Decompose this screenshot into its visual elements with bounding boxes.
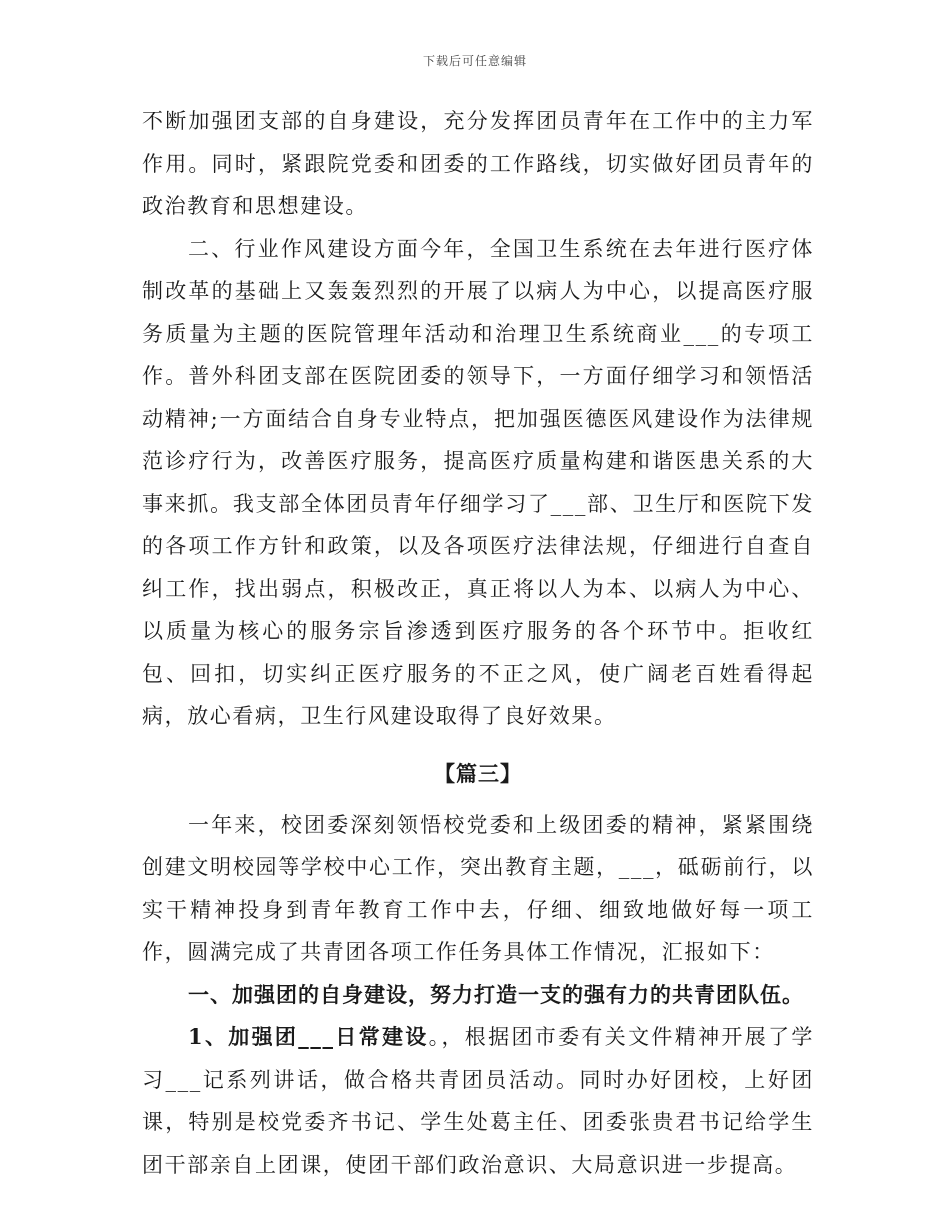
paragraph-lead: 1、加强团___日常建设 [188, 1024, 429, 1049]
paragraph-intro: 一年来，校团委深刻领悟校党委和上级团委的精神，紧紧围绕创建文明校园等学校中心工作，突出教育主题，___，砥砺前行，以实干精神投身到青年教育工作中去，仔细、细致地做好每一项工作，圆满完成了共青团各项工作任务具体工作情况，汇报如下： [142, 812, 814, 964]
document-body [142, 100, 814, 1186]
section-title: 【篇三】 [434, 760, 522, 786]
paragraph-body: 。，根据团市委有关文件精神开展了学习___记系列讲话，做合格共青团员活动。同时办好团校，上好团课，特别是校党委齐书记、学生处葛主任、团委张贵君书记给学生团干部亲自上团课，使团干部们政治意识、大局意识进一步提高。 [142, 1025, 815, 1177]
page-header-note: 下载后可任意编辑 [422, 54, 527, 68]
paragraph-industry-style: 二、行业作风建设方面今年，全国卫生系统在去年进行医疗体制改革的基础上又轰轰烈烈的开展了以病人为中心，以提高医疗服务质量为主题的医院管理年活动和治理卫生系统商业___的专项工作。普外科团支部在医院团委的领导下，一方面仔细学习和领悟活动精神;一方面结合自身专业特点，把加强医德医风建设作为法律规范诊疗行为，改善医疗服务，提高医疗质量构建和谐医患关系的大事来抓。我支部全体团员青年仔细学习了___部、卫生厅和医院下发的各项工作方针和政策，以及各项医疗法律法规，仔细进行自查自纠工作，找出弱点，积极改正，真正将以人为本、以病人为中心、以质量为核心的服务宗旨渗透到医疗服务的各个环节中。拒收红包、回扣，切实纠正医疗服务的不正之风，使广阔老百姓看得起病，放心看病，卫生行风建设取得了良好效果。 [142, 236, 814, 728]
heading-self-building: 一、加强团的自身建设，努力打造一支的强有力的共青团队伍。 [188, 981, 804, 1007]
paragraph-daily-building [142, 1016, 814, 1186]
paragraph-continuation: 不断加强团支部的自身建设，充分发挥团员青年在工作中的主力军作用。同时，紧跟院党委和团委的工作路线，切实做好团员青年的政治教育和思想建设。 [142, 109, 814, 218]
